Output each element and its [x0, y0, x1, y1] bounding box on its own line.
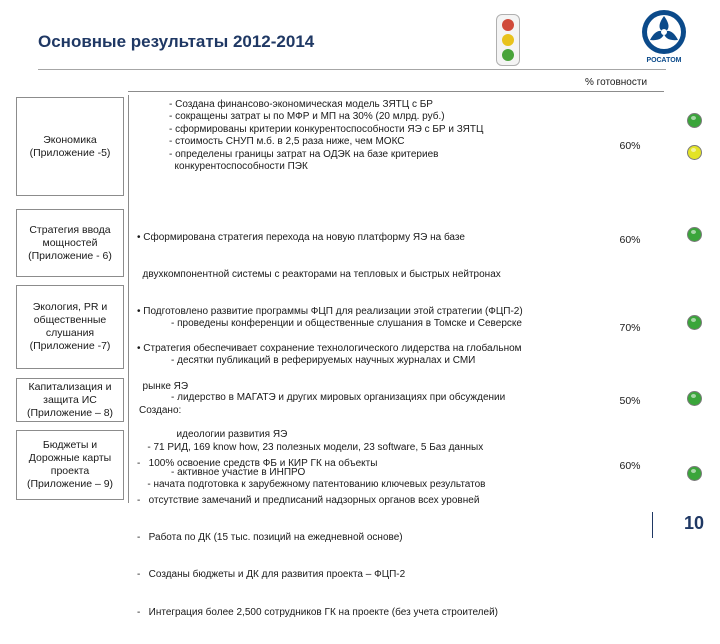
description-line: рынке ЯЭ	[137, 380, 189, 392]
description-line: - активное участие в ИНПРО	[171, 466, 306, 478]
description-line: - Созданы бюджеты и ДК для развития проекта – ФЦП-2	[137, 569, 406, 581]
description-line: - сформированы критерии конкурентоспособности ЯЭ с БР и ЗЯТЦ	[169, 123, 484, 135]
description-line: - начата подготовка к зарубежному патентованию ключевых результатов	[139, 479, 486, 491]
description-line: - 100% освоение средств ФБ и КИР ГК на объекты	[137, 457, 378, 469]
description-line: Создано:	[139, 404, 182, 416]
footer-divider	[652, 512, 653, 538]
row-label-line: Бюджеты и	[42, 439, 98, 451]
row-label-line: Капитализация и	[28, 380, 112, 393]
row-label-line: Экология, PR и	[32, 301, 108, 313]
readiness-percent: 60%	[619, 460, 641, 472]
row-label-line: (Приложение – 9)	[26, 478, 114, 490]
status-indicator-icon	[687, 145, 702, 160]
description-line: идеологии развития ЯЭ	[171, 429, 288, 441]
row-label	[16, 209, 124, 277]
row-label-line: (Приложение -7)	[29, 340, 111, 352]
row-label-line: слушания	[45, 327, 95, 339]
traffic-red-lamp	[502, 19, 514, 31]
readiness-percent: 60%	[619, 234, 641, 246]
row-label	[16, 285, 124, 369]
logo-text: РОСАТОМ	[646, 57, 682, 64]
row-label-line: Стратегия ввода	[29, 223, 111, 236]
description-line: - отсутствие замечаний и предписаний надзорных органов всех уровней	[137, 495, 480, 507]
status-indicator-icon	[687, 391, 702, 406]
status-indicator-icon	[687, 113, 702, 128]
description-line: • Стратегия обеспечивает сохранение технологического лидерства на глобальном	[137, 343, 522, 355]
results-row-budgets	[0, 425, 720, 618]
status-indicator-icon	[687, 466, 702, 481]
row-label-line: Дорожные карты	[28, 452, 112, 464]
results-row-economics	[0, 95, 720, 203]
description-line: - десятки публикаций в реферируемых научных журналах и СМИ	[171, 355, 476, 367]
readiness-percent: 60%	[619, 140, 641, 152]
description-line: - Создана финансово-экономическая модель ЗЯТЦ с БР	[169, 99, 433, 110]
description-line: - лидерство в МАГАТЭ и других мировых организациях при обсуждении	[171, 392, 506, 404]
row-label	[16, 430, 124, 500]
page-title: Основные результаты 2012-2014	[38, 32, 315, 51]
description-line: - сокращены затрат ы по МФР и МП на 30% (20 млрд. руб.)	[169, 111, 445, 123]
row-description	[128, 95, 576, 203]
description-line: двухкомпонентной системы с реакторами на тепловых и быстрых нейтронах	[137, 269, 501, 281]
traffic-light-icon	[496, 14, 520, 66]
description-line: • Сформирована стратегия перехода на новую платформу ЯЭ на базе	[137, 231, 465, 243]
row-label-line: мощностей	[42, 236, 98, 249]
status-indicator-icon	[687, 227, 702, 242]
rosatom-logo	[632, 8, 696, 70]
readiness-percent: 70%	[619, 322, 641, 334]
title-divider	[38, 69, 666, 70]
atom-logo-icon	[640, 8, 688, 56]
description-line: - стоимость СНУП м.б. в 2,5 раза ниже, чем МОКС	[169, 136, 405, 148]
row-label	[16, 378, 124, 422]
traffic-yellow-lamp	[502, 34, 514, 46]
row-label-line: (Приложение - 6)	[28, 249, 112, 262]
row-label-line: общественные	[33, 314, 107, 326]
row-label-line: защита ИС	[43, 393, 97, 406]
row-description	[128, 425, 576, 618]
description-line: - проведены конференции и общественные слушания в Томске и Северске	[171, 317, 522, 329]
header-divider	[128, 91, 664, 92]
row-label-line: (Приложение -5)	[29, 146, 111, 159]
description-line: - Интеграция более 2,500 сотрудников ГК на проекте (без учета строителей)	[137, 606, 498, 618]
readiness-header: % готовности	[585, 77, 648, 88]
description-line: - определены границы затрат на ОДЭК на базе критериев	[169, 148, 439, 160]
row-label-line: проекта	[50, 465, 90, 477]
description-line: - Работа по ДК (15 тыс. позиций на ежедневной основе)	[137, 532, 403, 544]
description-line: - 71 РИД, 169 know how, 23 полезных модели, 23 software, 5 Баз данных	[139, 442, 484, 454]
row-label-line: (Приложение – 8)	[26, 406, 114, 419]
row-label-line: Экономика	[43, 133, 97, 146]
traffic-green-lamp	[502, 49, 514, 61]
readiness-percent: 50%	[619, 395, 641, 407]
row-label	[16, 97, 124, 196]
description-line: конкурентоспособности ПЭК	[169, 161, 308, 173]
page-number: 10	[684, 513, 705, 533]
status-indicator-icon	[687, 315, 702, 330]
description-line: • Подготовлено развитие программы ФЦП для реализации этой стратегии (ФЦП-2)	[137, 306, 523, 318]
